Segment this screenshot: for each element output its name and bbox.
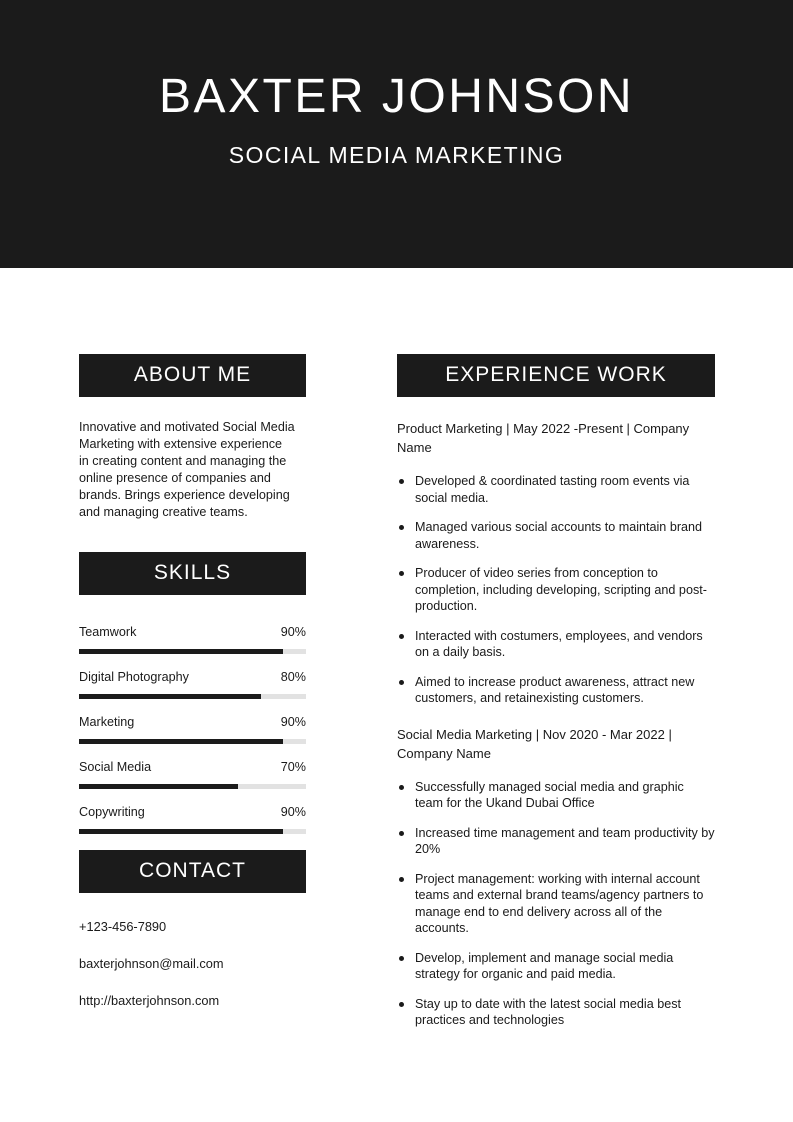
skill-name: Marketing (79, 715, 135, 729)
skill-item (79, 670, 306, 699)
skill-percent: 70% (280, 760, 306, 774)
skill-fill (79, 829, 283, 834)
skill-item (79, 625, 306, 654)
section-title-experience: EXPERIENCE WORK (397, 354, 715, 397)
skill-fill (79, 784, 238, 789)
job-bullet: Project management: working with internal account teams and external brand teams/agency partners to manage end to end delivery across all of the accounts. (397, 871, 715, 937)
job-bullet: Managed various social accounts to maintain brand awareness. (397, 519, 715, 552)
skill-track (79, 649, 306, 654)
about-text: Innovative and motivated Social Media Marketing with extensive experience in creating content and managing the online presence of companies and brands. Brings experience developing and managing creative teams. (79, 420, 295, 519)
section-title-about: ABOUT ME (79, 354, 306, 397)
skill-track (79, 784, 306, 789)
header-subtitle: SOCIAL MEDIA MARKETING (228, 141, 565, 168)
skill-track (79, 694, 306, 699)
job-bullet: Stay up to date with the latest social media best practices and technologies (397, 996, 715, 1029)
experience-item (397, 725, 715, 1029)
job-bullet: Interacted with costumers, employees, and vendors on a daily basis. (397, 628, 715, 661)
job-bullet: Aimed to increase product awareness, attract new customers, and retainexisting customers. (397, 674, 715, 707)
skill-track (79, 739, 306, 744)
skill-percent: 90% (280, 625, 306, 639)
resume-body (0, 268, 793, 1042)
skill-name: Social Media (79, 760, 152, 774)
job-heading: Product Marketing | May 2022 -Present | Company Name (397, 421, 690, 455)
job-bullet: Successfully managed social media and graphic team for the Ukand Dubai Office (397, 779, 715, 812)
job-bullet: Developed & coordinated tasting room events via social media. (397, 473, 715, 506)
skill-track (79, 829, 306, 834)
skill-percent: 90% (280, 805, 306, 819)
job-bullets (397, 473, 715, 707)
job-bullet: Develop, implement and manage social media strategy for organic and paid media. (397, 950, 715, 983)
contact-list (79, 919, 306, 1008)
skill-fill (79, 694, 261, 699)
job-bullet: Increased time management and team productivity by 20% (397, 825, 715, 858)
job-heading: Social Media Marketing | Nov 2020 - Mar 2022 | Company Name (397, 726, 672, 761)
skill-name: Copywriting (79, 805, 145, 819)
skill-fill (79, 739, 283, 744)
section-title-skills: SKILLS (79, 552, 306, 595)
right-column (397, 354, 715, 1042)
left-column (79, 354, 385, 1042)
skill-name: Teamwork (79, 625, 137, 639)
contact-email[interactable]: baxterjohnson@mail.com (79, 956, 224, 971)
skill-fill (79, 649, 283, 654)
contact-website[interactable]: http://baxterjohnson.com (79, 993, 220, 1008)
skill-item (79, 715, 306, 744)
job-bullets (397, 779, 715, 1029)
resume-header (0, 0, 793, 268)
skill-percent: 80% (280, 670, 306, 684)
skill-name: Digital Photography (79, 670, 189, 684)
skills-list (79, 625, 306, 834)
experience-item (397, 419, 715, 707)
section-title-contact: CONTACT (79, 850, 306, 893)
skill-percent: 90% (280, 715, 306, 729)
skill-item (79, 805, 306, 834)
contact-phone: +123-456-7890 (79, 919, 167, 934)
skill-item (79, 760, 306, 789)
page-title: BAXTER JOHNSON (158, 70, 635, 124)
job-bullet: Producer of video series from conception to completion, including developing, scripting and post-production. (397, 565, 715, 615)
